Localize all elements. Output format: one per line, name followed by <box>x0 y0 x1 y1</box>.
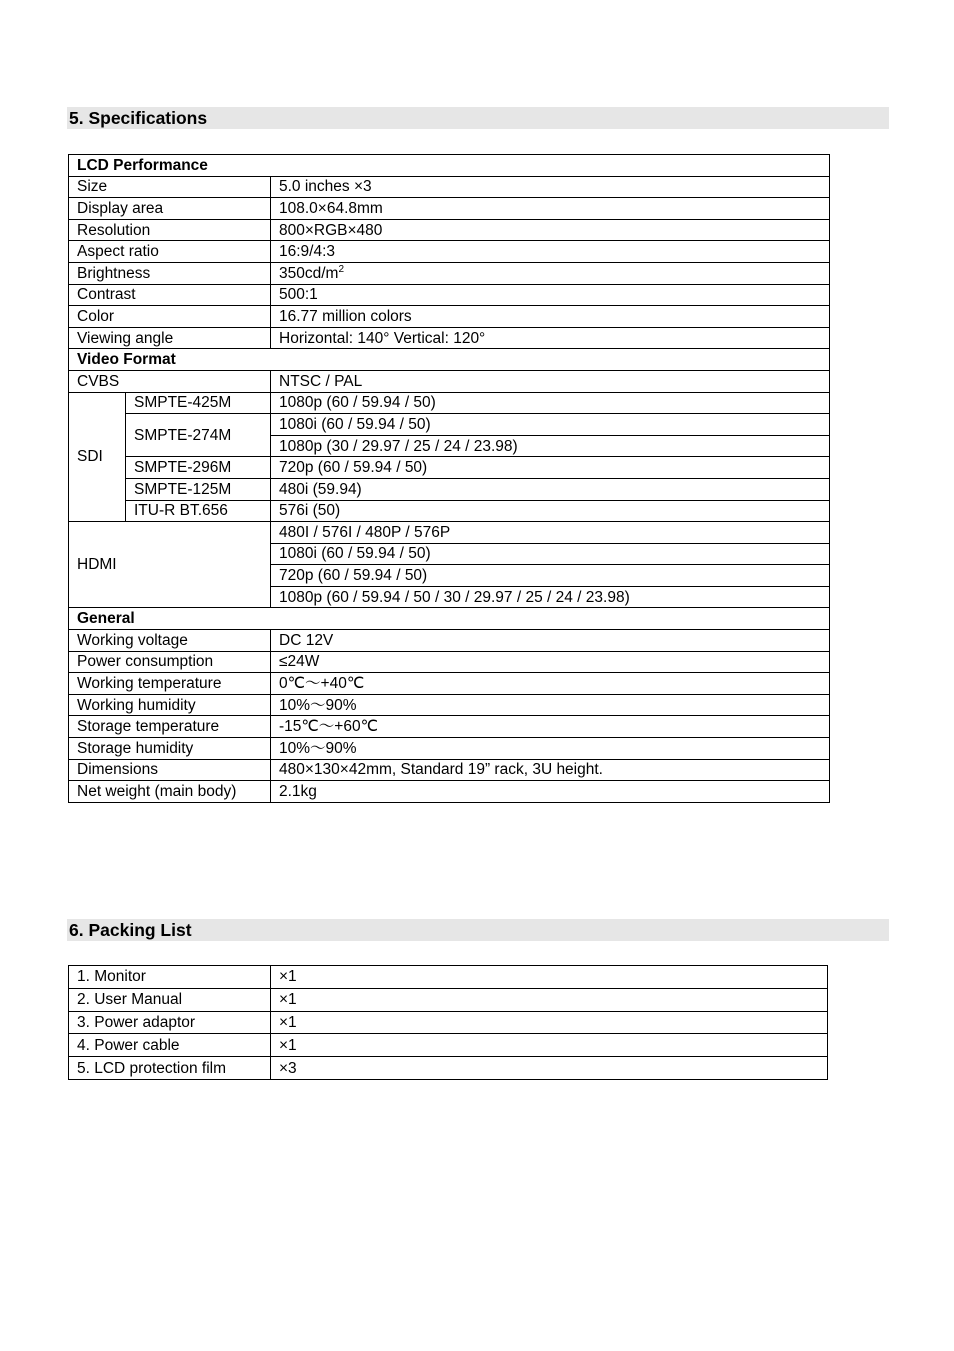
spec-label: Color <box>69 306 271 328</box>
table-row <box>69 198 830 220</box>
lcd-performance-header-row <box>69 155 830 177</box>
spec-value: 2.1kg <box>271 781 830 803</box>
table-row <box>69 781 830 803</box>
sdi-standard: SMPTE-296M <box>126 457 271 479</box>
spec-label: Contrast <box>69 284 271 306</box>
spec-value: 720p (60 / 59.94 / 50) <box>271 565 830 587</box>
table-row <box>69 673 830 695</box>
spec-label: CVBS <box>69 370 271 392</box>
spec-value: 576i (50) <box>271 500 830 522</box>
spec-value <box>271 262 830 284</box>
spec-label: Display area <box>69 198 271 220</box>
spec-value: 108.0×64.8mm <box>271 198 830 220</box>
spec-value: 10%～90% <box>271 694 830 716</box>
spec-label: Working humidity <box>69 694 271 716</box>
spec-value: 480×130×42mm, Standard 19” rack, 3U height. <box>271 759 830 781</box>
table-row <box>69 522 830 544</box>
packing-list-table <box>68 965 828 1080</box>
spec-value: 800×RGB×480 <box>271 219 830 241</box>
spec-label: Working temperature <box>69 673 271 695</box>
table-row <box>69 370 830 392</box>
spec-value: Horizontal: 140° Vertical: 120° <box>271 327 830 349</box>
spec-label: Resolution <box>69 219 271 241</box>
spec-value: 1080p (30 / 29.97 / 25 / 24 / 23.98) <box>271 435 830 457</box>
spec-value: 5.0 inches ×3 <box>271 176 830 198</box>
spec-label: Brightness <box>69 262 271 284</box>
table-row <box>69 219 830 241</box>
spec-value: -15℃～+60℃ <box>271 716 830 738</box>
specifications-table <box>68 154 830 803</box>
spec-value: 1080p (60 / 59.94 / 50 / 30 / 29.97 / 25 / 24 / 23.98) <box>271 586 830 608</box>
spec-value: DC 12V <box>271 630 830 652</box>
table-row <box>69 241 830 263</box>
specifications-heading: 5. Specifications <box>67 107 889 129</box>
packing-qty: ×1 <box>271 966 828 989</box>
table-row <box>69 478 830 500</box>
spec-value: 1080i (60 / 59.94 / 50) <box>271 414 830 436</box>
packing-item: 4. Power cable <box>69 1034 271 1057</box>
table-row <box>69 327 830 349</box>
table-row <box>69 284 830 306</box>
table-row <box>69 414 830 436</box>
spec-value: 720p (60 / 59.94 / 50) <box>271 457 830 479</box>
spec-label: Storage temperature <box>69 716 271 738</box>
table-row <box>69 716 830 738</box>
hdmi-label: HDMI <box>69 522 271 608</box>
spec-value: 500:1 <box>271 284 830 306</box>
spec-value: 480I / 576I / 480P / 576P <box>271 522 830 544</box>
spec-value: 16.77 million colors <box>271 306 830 328</box>
spec-label: Size <box>69 176 271 198</box>
spec-label: Storage humidity <box>69 738 271 760</box>
table-row <box>69 630 830 652</box>
spec-value: 0℃～+40℃ <box>271 673 830 695</box>
spec-label: Power consumption <box>69 651 271 673</box>
table-row <box>69 457 830 479</box>
spec-value: NTSC / PAL <box>271 370 830 392</box>
table-row <box>69 759 830 781</box>
packing-item: 3. Power adaptor <box>69 1011 271 1034</box>
table-row <box>69 1011 828 1034</box>
spec-label: Working voltage <box>69 630 271 652</box>
sdi-label: SDI <box>69 392 126 522</box>
sdi-standard: SMPTE-274M <box>126 414 271 457</box>
video-format-header: Video Format <box>69 349 830 371</box>
packing-item: 5. LCD protection film <box>69 1057 271 1080</box>
table-row <box>69 738 830 760</box>
packing-qty: ×1 <box>271 988 828 1011</box>
spec-value: 1080i (60 / 59.94 / 50) <box>271 543 830 565</box>
sdi-standard: SMPTE-125M <box>126 478 271 500</box>
table-row <box>69 306 830 328</box>
superscript-two: 2 <box>338 263 345 275</box>
spec-value: 480i (59.94) <box>271 478 830 500</box>
packing-qty: ×1 <box>271 1034 828 1057</box>
table-row <box>69 392 830 414</box>
lcd-performance-header: LCD Performance <box>69 155 830 177</box>
table-row <box>69 694 830 716</box>
general-header: General <box>69 608 830 630</box>
video-format-header-row <box>69 349 830 371</box>
spec-value: 10%～90% <box>271 738 830 760</box>
spec-label: Aspect ratio <box>69 241 271 263</box>
spec-value: ≤24W <box>271 651 830 673</box>
table-row <box>69 966 828 989</box>
general-header-row <box>69 608 830 630</box>
packing-item: 1. Monitor <box>69 966 271 989</box>
packing-item: 2. User Manual <box>69 988 271 1011</box>
table-row <box>69 262 830 284</box>
spec-label: Viewing angle <box>69 327 271 349</box>
packing-list-heading: 6. Packing List <box>67 919 889 941</box>
sdi-standard: ITU-R BT.656 <box>126 500 271 522</box>
table-row <box>69 500 830 522</box>
packing-qty: ×1 <box>271 1011 828 1034</box>
table-row <box>69 1034 828 1057</box>
sdi-standard: SMPTE-425M <box>126 392 271 414</box>
spec-label: Dimensions <box>69 759 271 781</box>
spec-value: 16:9/4:3 <box>271 241 830 263</box>
packing-qty: ×3 <box>271 1057 828 1080</box>
table-row <box>69 176 830 198</box>
table-row <box>69 988 828 1011</box>
table-row <box>69 1057 828 1080</box>
spec-value: 1080p (60 / 59.94 / 50) <box>271 392 830 414</box>
brightness-value: 350cd/m <box>279 264 339 282</box>
spec-label: Net weight (main body) <box>69 781 271 803</box>
table-row <box>69 651 830 673</box>
